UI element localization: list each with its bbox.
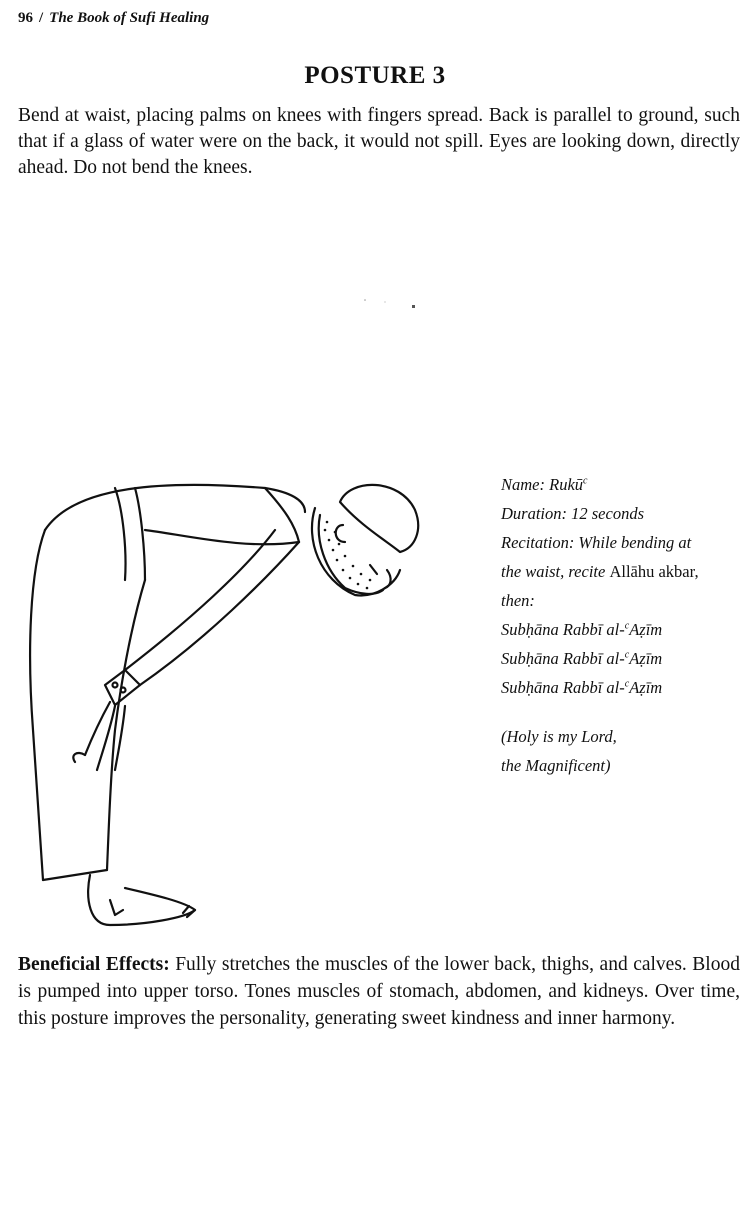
caption-chant-line <box>501 615 746 644</box>
page-title: POSTURE 3 <box>304 62 446 89</box>
beneficial-effects-paragraph <box>18 951 740 1032</box>
book-title: The Book of Sufi Healing <box>49 10 210 26</box>
posture-caption <box>501 470 746 780</box>
caption-recitation-2b: Allāhu akbar, <box>609 562 699 581</box>
print-specks <box>360 295 430 315</box>
caption-recitation-2 <box>501 557 746 586</box>
page-number: 96 <box>18 10 33 26</box>
running-head-separator: / <box>39 10 44 26</box>
caption-recitation-2a: the waist, recite <box>501 562 610 581</box>
chant-suffix: Aẓīm <box>629 620 663 639</box>
caption-recitation-1: Recitation: While bending at <box>501 533 692 552</box>
intro-paragraph: Bend at waist, placing palms on knees with fingers spread. Back is parallel to ground, such that if a glass of water were on the back, it would not spill. Eyes are looking down, directly ahead. Do not bend the knees. <box>18 105 740 178</box>
chant-prefix: Subḥāna Rabbī al- <box>501 620 625 639</box>
bowing-figure-illustration <box>15 470 495 940</box>
chant-prefix: Subḥāna Rabbī al- <box>501 678 625 697</box>
caption-chant-line <box>501 673 746 702</box>
caption-name-ayn: c <box>583 475 588 487</box>
beneficial-effects-label: Beneficial Effects: <box>18 954 170 975</box>
chant-suffix: Aẓīm <box>629 678 663 697</box>
caption-translation-2: the Magnificent) <box>501 756 611 775</box>
chant-ayn: c <box>624 678 630 690</box>
chant-suffix: Aẓīm <box>629 649 663 668</box>
caption-spacer <box>501 702 746 722</box>
chant-ayn: c <box>624 620 630 632</box>
chant-ayn: c <box>624 649 630 661</box>
caption-chant-line <box>501 644 746 673</box>
caption-duration: Duration: 12 seconds <box>501 504 644 523</box>
running-head <box>18 10 209 27</box>
caption-translation-1: (Holy is my Lord, <box>501 727 617 746</box>
caption-name-label: Name: Ruk <box>501 475 575 494</box>
beneficial-effects-text: Fully stretches the muscles of the lower back, thighs, and calves. Blood is pumped into upper torso. Tones muscles of stomach, abdomen, and kidneys. Over time, this posture improves the personality, generating sweet kindness and inner harmony. <box>18 954 740 1029</box>
chant-prefix: Subḥāna Rabbī al- <box>501 649 625 668</box>
caption-recitation-3: then: <box>501 591 535 610</box>
caption-name-tail: ū <box>574 475 584 494</box>
caption-name <box>501 470 746 499</box>
